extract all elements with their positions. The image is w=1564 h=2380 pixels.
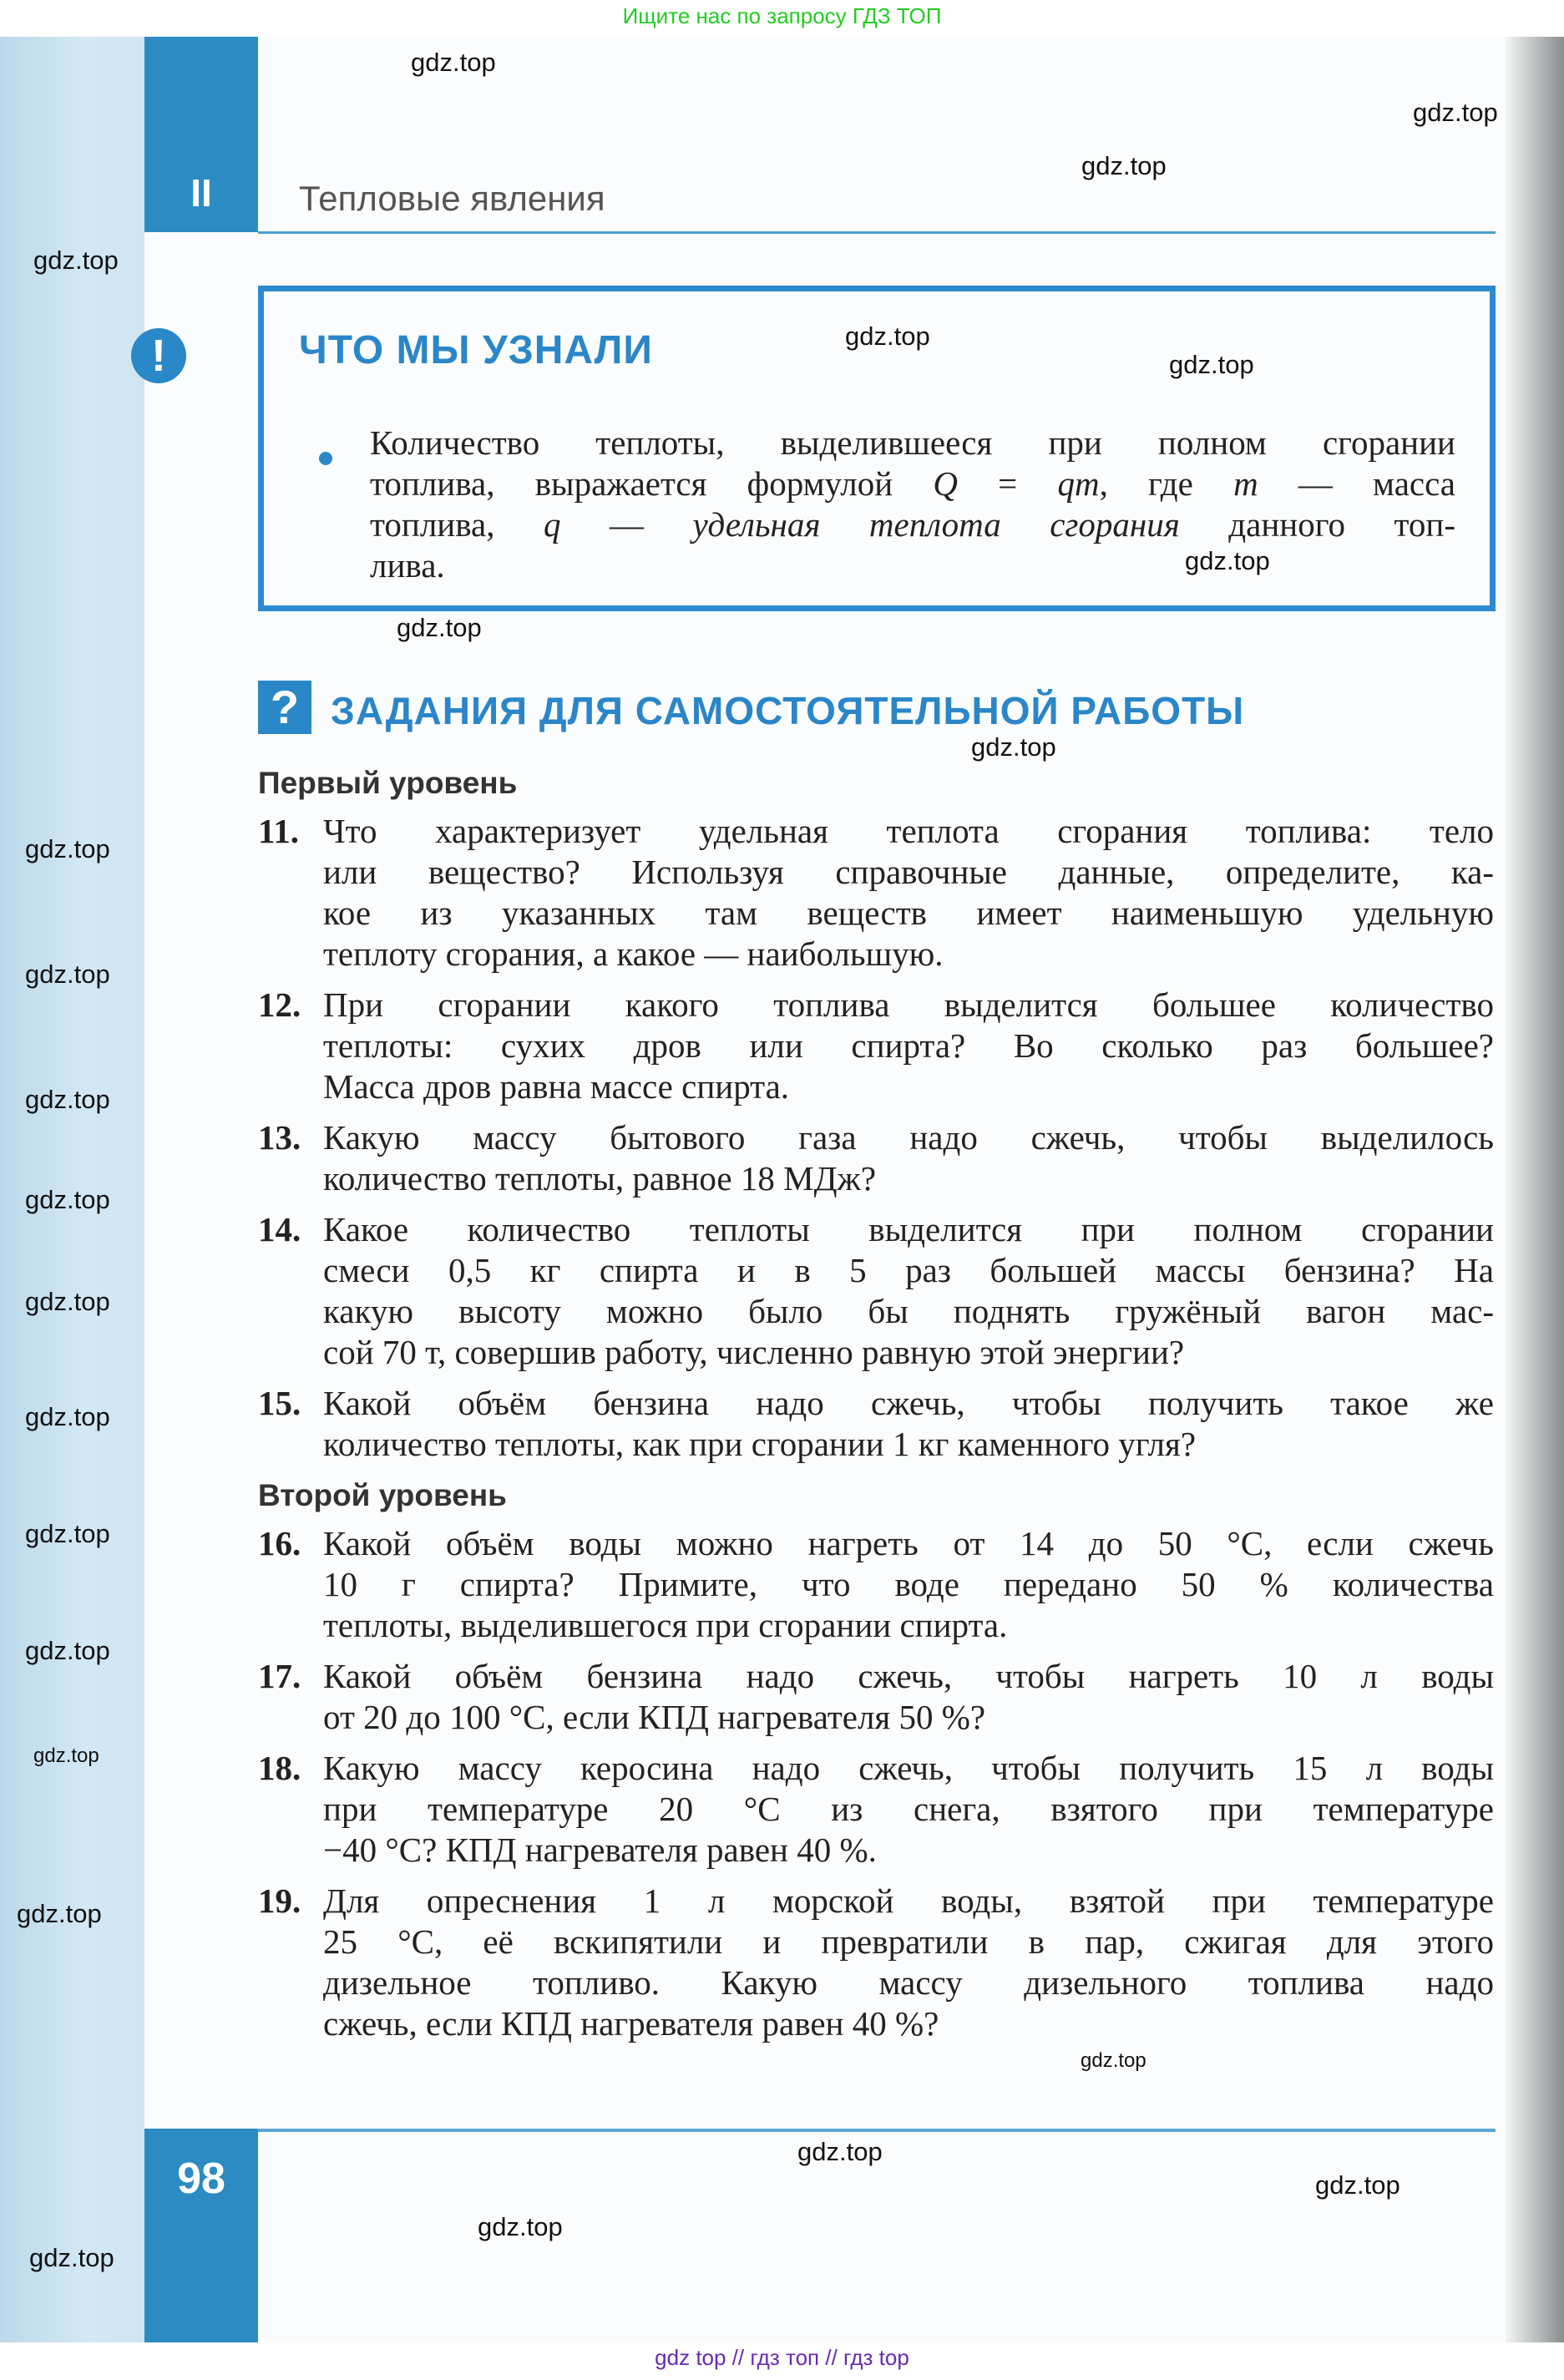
- level-heading: Второй уровень: [258, 1478, 507, 1512]
- watermark: gdz.top: [25, 1519, 110, 1548]
- formula: Q: [933, 464, 958, 503]
- task-line: Какую массу керосина надо сжечь, чтобы получить 15 л воды: [323, 1749, 1494, 1787]
- task-number: 15.: [258, 1384, 301, 1422]
- task-line: При сгорании какого топлива выделится большее количество: [323, 985, 1494, 1024]
- task-line: Какой объём бензина надо сжечь, чтобы нагреть 10 л воды: [323, 1657, 1494, 1695]
- text: — масса: [1258, 464, 1456, 503]
- task-number: 16.: [258, 1524, 301, 1562]
- task-line: Что характеризует удельная теплота сгорания топлива: тело: [323, 812, 1494, 850]
- task-line: сой 70 т, совершив работу, численно равную этой энергии?: [323, 1333, 1185, 1371]
- watermark: gdz.top: [29, 2243, 114, 2272]
- watermark: gdz.top: [478, 2212, 563, 2241]
- summary-heading: ЧТО МЫ УЗНАЛИ: [299, 328, 653, 372]
- watermark: gdz.top: [25, 1185, 110, 1214]
- task-line: Масса дров равна массе спирта.: [323, 1067, 790, 1106]
- task-number: 18.: [258, 1749, 301, 1787]
- task-line: сжечь, если КПД нагревателя равен 40 %?: [323, 2004, 939, 2043]
- summary-line: лива.: [370, 546, 445, 585]
- watermark: gdz.top: [1169, 350, 1254, 379]
- task-line: теплоты: сухих дров или спирта? Во сколько раз большее?: [323, 1026, 1494, 1065]
- textbook-page: [0, 37, 1564, 2342]
- watermark: gdz.top: [1413, 98, 1498, 127]
- watermark: gdz.top: [25, 1636, 110, 1665]
- watermark: gdz.top: [25, 960, 110, 989]
- task-line: количество теплоты, равное 18 МДж?: [323, 1159, 877, 1198]
- watermark: gdz.top: [397, 613, 482, 642]
- task-line: Какую массу бытового газа надо сжечь, чтобы выделилось: [323, 1118, 1494, 1157]
- task-item: [258, 1209, 1494, 1373]
- watermark: gdz.top: [1081, 151, 1167, 180]
- summary-line: Количество теплоты, выделившееся при полном сгорании: [370, 423, 1455, 462]
- task-item: [258, 1881, 1494, 2044]
- watermark: gdz.top: [845, 322, 930, 351]
- term: удельная теплота сгорания: [692, 505, 1180, 544]
- formula: q: [543, 505, 561, 544]
- watermark: gdz.top: [25, 1402, 110, 1431]
- task-item: [258, 1383, 1494, 1465]
- task-line: Для опреснения 1 л морской воды, взятой при температуре: [323, 1881, 1494, 1920]
- watermark: gdz.top: [33, 246, 119, 275]
- task-line: от 20 до 100 °С, если КПД нагревателя 50 %?: [323, 1698, 986, 1736]
- summary-line: [370, 504, 1455, 545]
- task-number: 11.: [258, 812, 299, 850]
- task-number: 19.: [258, 1881, 301, 1920]
- task-line: −40 °С? КПД нагревателя равен 40 %.: [323, 1831, 877, 1869]
- task-item: [258, 1523, 1494, 1646]
- task-number: 13.: [258, 1118, 301, 1157]
- text: =: [957, 464, 1058, 503]
- watermark: gdz.top: [25, 834, 110, 863]
- task-item: [258, 1656, 1494, 1738]
- watermark: gdz.top: [411, 48, 496, 77]
- summary-line: [370, 463, 1455, 504]
- formula: m: [1233, 464, 1258, 503]
- summary-text: [370, 423, 1455, 586]
- task-line: теплоту сгорания, а какое — наибольшую.: [323, 934, 944, 973]
- task-line: Какой объём воды можно нагреть от 14 до 50 °С, если сжечь: [323, 1524, 1494, 1562]
- task-line: теплоты, выделившегося при сгорании спирта.: [323, 1606, 1008, 1644]
- task-line: дизельное топливо. Какую массу дизельного топлива надо: [323, 1963, 1494, 2002]
- watermark: gdz.top: [25, 1287, 110, 1316]
- exclamation-icon: !: [131, 328, 186, 383]
- tasks-list: [258, 762, 1494, 2054]
- task-line: 10 г спирта? Примите, что воде передано 50 % количества: [323, 1565, 1494, 1603]
- task-line: или вещество? Используя справочные данные, определите, ка-: [323, 853, 1494, 891]
- task-line: смеси 0,5 кг спирта и в 5 раз большей массы бензина? На: [323, 1251, 1494, 1289]
- watermark: gdz.top: [1081, 2049, 1146, 2072]
- page-number: 98: [177, 2155, 225, 2203]
- text: топлива,: [370, 505, 544, 544]
- task-item: [258, 1748, 1494, 1871]
- watermark: gdz.top: [1185, 546, 1270, 575]
- task-line: при температуре 20 °С из снега, взятого при температуре: [323, 1790, 1494, 1828]
- task-line: Какое количество теплоты выделится при полном сгорании: [323, 1210, 1494, 1248]
- watermark: gdz.top: [1315, 2170, 1400, 2200]
- task-item: [258, 1117, 1494, 1199]
- header-divider: [258, 231, 1496, 234]
- top-banner[interactable]: Ищите нас по запросу ГДЗ ТОП: [622, 3, 942, 28]
- task-item: [258, 985, 1494, 1107]
- task-line: количество теплоты, как при сгорании 1 кг каменного угля?: [323, 1425, 1197, 1463]
- watermark: gdz.top: [971, 732, 1056, 762]
- text: —: [560, 505, 693, 544]
- task-line: какую высоту можно было бы поднять гружёный вагон мас-: [323, 1292, 1494, 1330]
- task-line: кое из указанных там веществ имеет наименьшую удельную: [323, 894, 1494, 932]
- task-line: Какой объём бензина надо сжечь, чтобы получить такое же: [323, 1384, 1494, 1422]
- footer-divider: [258, 2129, 1496, 2132]
- text: топлива, выражается формулой: [370, 464, 934, 503]
- task-number: 12.: [258, 985, 301, 1024]
- task-number: 14.: [258, 1210, 301, 1248]
- footer-links[interactable]: gdz top // гдз топ // гдз top: [655, 2345, 909, 2370]
- text: , где: [1099, 464, 1234, 503]
- bullet-icon: [319, 452, 332, 465]
- watermark: gdz.top: [33, 1744, 99, 1767]
- text: данного топ-: [1179, 505, 1455, 544]
- tasks-title: ЗАДАНИЯ ДЛЯ САМОСТОЯТЕЛЬНОЙ РАБОТЫ: [331, 689, 1245, 732]
- level-heading: Первый уровень: [258, 766, 518, 800]
- page-fold-shadow: [1506, 37, 1564, 2342]
- task-number: 17.: [258, 1657, 301, 1695]
- task-item: [258, 811, 1494, 975]
- watermark: gdz.top: [17, 1899, 102, 1928]
- task-line: 25 °С, её вскипятили и превратили в пар, сжигая для этого: [323, 1922, 1494, 1961]
- chapter-title: Тепловые явления: [299, 179, 605, 218]
- watermark: gdz.top: [797, 2137, 883, 2166]
- watermark: gdz.top: [25, 1085, 110, 1114]
- formula: qm: [1057, 464, 1100, 503]
- chapter-number: II: [190, 171, 212, 215]
- question-icon: ?: [258, 681, 311, 734]
